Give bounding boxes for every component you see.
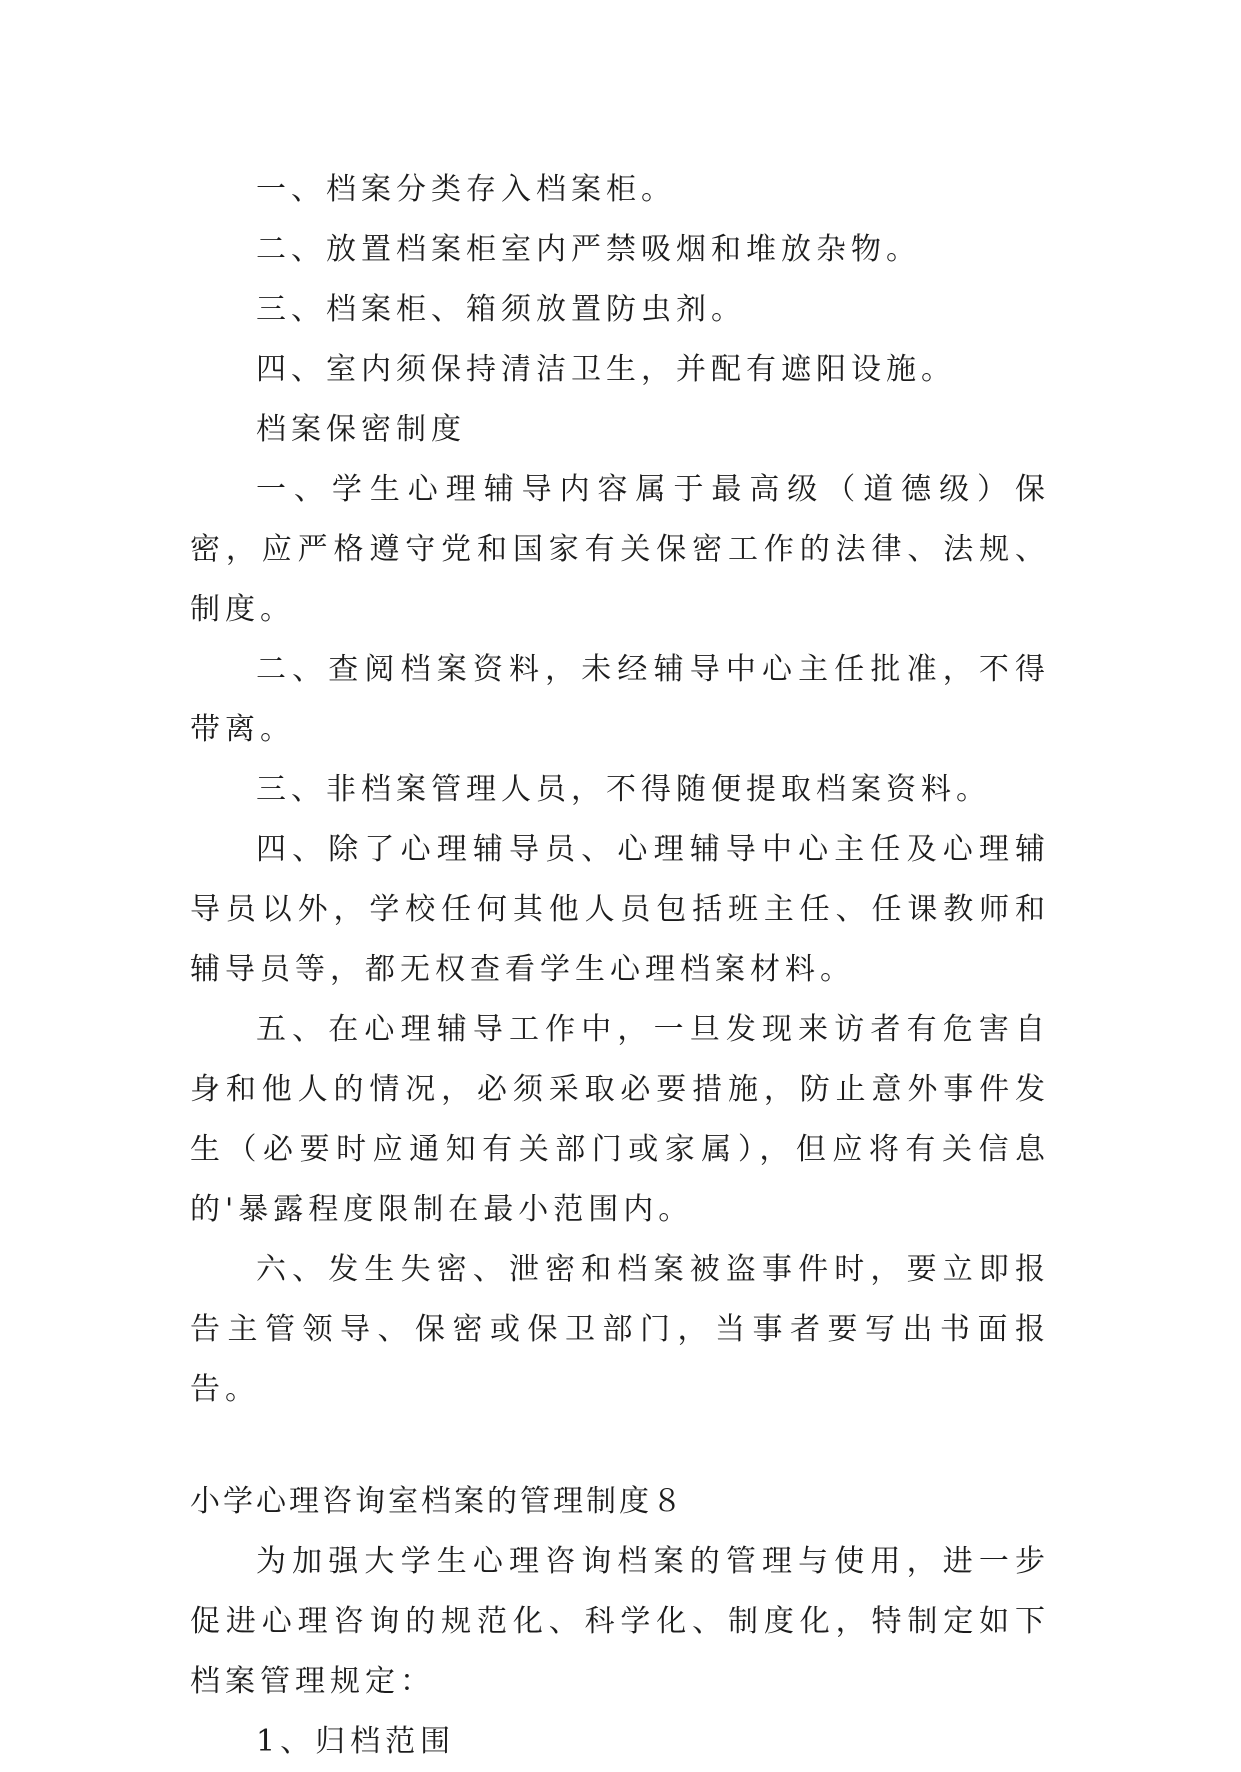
paragraph: 四、除了心理辅导员、心理辅导中心主任及心理辅导员以外，学校任何其他人员包括班主任、任课教师和辅导员等，都无权查看学生心理档案材料。	[190, 832, 1050, 987]
paragraph: 三、非档案管理人员，不得随便提取档案资料。	[256, 772, 991, 807]
subheading: 档案保密制度	[256, 412, 466, 447]
paragraph: 三、档案柜、箱须放置防虫剂。	[256, 292, 746, 327]
paragraph: 五、在心理辅导工作中，一旦发现来访者有危害自身和他人的情况，必须采取必要措施，防止意外事件发生（必要时应通知有关部门或家属），但应将有关信息的'暴露程度限制在最小范围内。	[190, 1012, 1050, 1227]
paragraph: 1、归档范围	[256, 1724, 456, 1759]
document-body	[190, 160, 1050, 1772]
paragraph: 四、室内须保持清洁卫生，并配有遮阳设施。	[256, 352, 956, 387]
paragraph: 一、学生心理辅导内容属于最高级（道德级）保密，应严格遵守党和国家有关保密工作的法律、法规、制度。	[190, 472, 1050, 627]
paragraph: 为加强大学生心理咨询档案的管理与使用，进一步促进心理咨询的规范化、科学化、制度化，特制定如下档案管理规定：	[190, 1544, 1050, 1699]
section-title: 小学心理咨询室档案的管理制度８	[190, 1484, 685, 1519]
paragraph: 一、档案分类存入档案柜。	[256, 172, 676, 207]
paragraph: 六、发生失密、泄密和档案被盗事件时，要立即报告主管领导、保密或保卫部门，当事者要写出书面报告。	[190, 1252, 1050, 1407]
paragraph: 二、查阅档案资料，未经辅导中心主任批准，不得带离。	[190, 652, 1050, 747]
paragraph: 二、放置档案柜室内严禁吸烟和堆放杂物。	[256, 232, 921, 267]
